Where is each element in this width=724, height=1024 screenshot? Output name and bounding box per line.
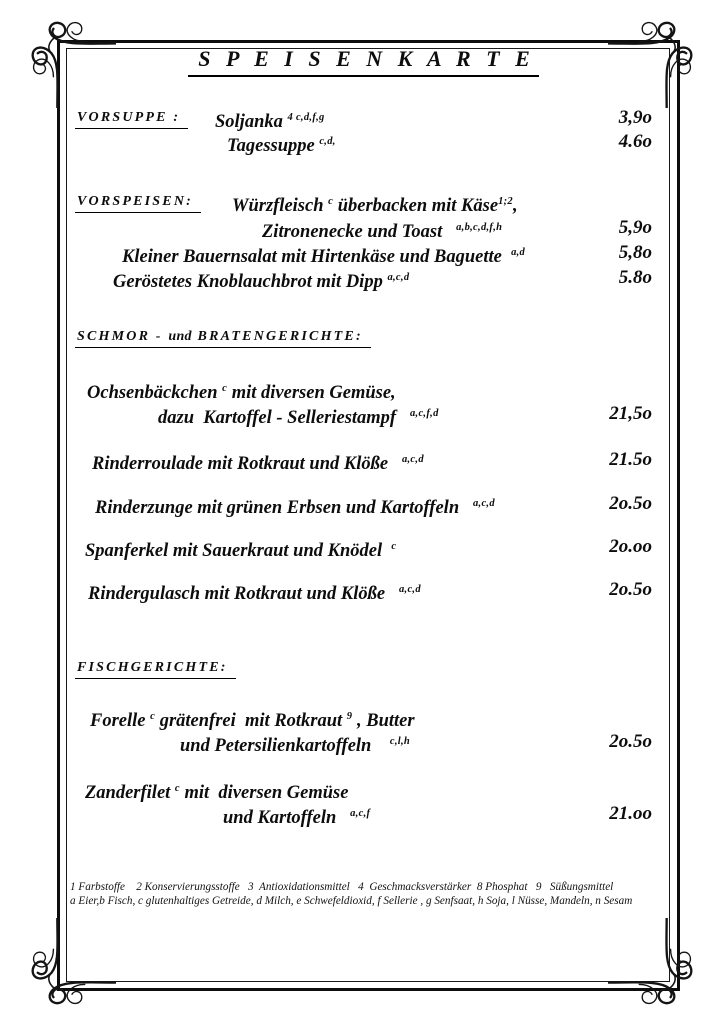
dish-rindergulasch: Rindergulasch mit Rotkraut und Klöße $^{a,c,d}$ — [88, 584, 421, 604]
menu-row-rindergulasch — [75, 578, 652, 604]
allergen-superscript: 4 c,d,f,g — [287, 112, 325, 123]
menu-row-wuerzfleisch-2 — [75, 216, 652, 242]
allergen-superscript: a,c,f — [350, 808, 371, 819]
allergen-superscript: a,c,d — [401, 454, 424, 465]
dish-bauernsalat: Kleiner Bauernsalat mit Hirtenkäse und Baguette $^{a,d}$ — [122, 247, 526, 267]
dish-zanderfilet: Zanderfilet $^c$ mit diversen Gemüse — [85, 783, 349, 803]
allergen-superscript: c — [174, 783, 180, 794]
allergen-superscript: c,l,h — [389, 736, 411, 747]
dish-soljanka: Soljanka $^{4 c,d,f,g}$ — [215, 112, 325, 132]
footnote-additives: 1 Farbstoffe 2 Konservierungsstoffe 3 Antioxidationsmittel 4 Geschmacksverstärker 8 Phosphat 9 Süßungsmittel — [70, 881, 614, 893]
section-header-fisch-row — [75, 656, 652, 682]
allergen-superscript: a,c,d — [387, 272, 410, 283]
section-header-braten-row — [75, 325, 652, 351]
price-zanderfilet: 21.oo — [609, 803, 652, 824]
title-row — [75, 46, 652, 80]
menu-row-spanferkel — [75, 535, 652, 561]
menu-row-ochsenbaeckchen-2 — [75, 402, 652, 428]
price-soljanka: 3,9o — [618, 107, 652, 128]
allergen-superscript: c,d, — [319, 136, 336, 147]
dish-zitronenecke: Zitronenecke und Toast $^{a,b,c,d,f,h}$ — [262, 222, 503, 242]
dish-tagessuppe: Tagessuppe $^{c,d,}$ — [227, 136, 336, 156]
allergen-superscript: a,d — [511, 247, 526, 258]
menu-content — [75, 0, 652, 1024]
menu-row-ochsenbaeckchen-1 — [75, 377, 652, 403]
price-wuerzfleisch: 5,9o — [618, 217, 652, 238]
dish-rinderroulade: Rinderroulade mit Rotkraut und Klöße $^{a,c,d}$ — [92, 454, 424, 474]
dish-knoblauchbrot: Geröstetes Knoblauchbrot mit Dipp $^{a,c,d}$ — [113, 272, 410, 292]
allergen-superscript: a,c,f,d — [409, 408, 439, 419]
dish-spanferkel: Spanferkel mit Sauerkraut und Knödel $^c$ — [85, 541, 397, 561]
price-knoblauchbrot: 5.8o — [618, 267, 652, 288]
allergen-superscript: a,b,c,d,f,h — [456, 222, 503, 233]
footnote-allergens: a Eier,b Fisch, c glutenhaltiges Getreide, d Milch, e Schwefeldioxid, f Sellerie , g Senfsaat, h Soja, l Nüsse, Mandeln, n Sesam — [70, 895, 633, 907]
price-tagessuppe: 4.6o — [618, 131, 652, 152]
menu-row-tagessuppe — [75, 130, 652, 156]
section-label-braten: SCHMOR - und BRATENGERICHTE: — [75, 329, 371, 348]
dish-ochsenbaeckchen: Ochsenbäckchen $^c$ mit diversen Gemüse, — [87, 383, 396, 403]
allergen-superscript: a,c,d — [398, 584, 421, 595]
price-rinderzunge: 2o.5o — [609, 493, 652, 514]
allergen-superscript: c — [222, 383, 228, 394]
allergen-superscript: c — [150, 711, 156, 722]
allergen-superscript: c — [328, 196, 334, 207]
price-forelle: 2o.5o — [609, 731, 652, 752]
dish-rinderzunge: Rinderzunge mit grünen Erbsen und Kartoffeln $^{a,c,d}$ — [95, 498, 495, 518]
additive-superscript: 9 — [346, 711, 353, 722]
menu-row-zanderfilet-1 — [75, 777, 652, 803]
menu-row-bauernsalat — [75, 241, 652, 267]
menu-row-soljanka — [75, 106, 652, 132]
dish-forelle: Forelle $^c$ grätenfrei mit Rotkraut $^9$ , Butter — [90, 711, 415, 731]
dish-selleriestampf: dazu Kartoffel - Selleriestampf $^{a,c,f,d}$ — [158, 408, 439, 428]
allergen-superscript: a,c,d — [473, 498, 495, 509]
menu-row-rinderroulade — [75, 448, 652, 474]
menu-row-forelle-1 — [75, 705, 652, 731]
menu-row-rinderzunge — [75, 492, 652, 518]
additive-superscript: 1;2 — [498, 196, 513, 207]
menu-row-knoblauchbrot — [75, 266, 652, 292]
price-ochsenbaeckchen: 21,5o — [609, 403, 652, 424]
section-label-vorspeisen: VORSPEISEN: — [75, 194, 201, 213]
section-label-vorsuppe: VORSUPPE : — [75, 110, 188, 129]
dish-zander-kartoffeln: und Kartoffeln $^{a,c,f}$ — [223, 808, 371, 828]
section-label-fisch: FISCHGERICHTE: — [75, 660, 236, 679]
menu-row-zanderfilet-2 — [75, 802, 652, 828]
dish-wuerzfleisch: Würzfleisch $^c$ überbacken mit Käse$^{1;2}$, — [232, 196, 518, 216]
menu-row-forelle-2 — [75, 730, 652, 756]
price-rindergulasch: 2o.5o — [609, 579, 652, 600]
price-rinderroulade: 21.5o — [609, 449, 652, 470]
menu-row-wuerzfleisch-1 — [75, 190, 652, 216]
allergen-superscript: c — [391, 541, 397, 552]
page-title: S P E I S E N K A R T E — [188, 46, 539, 77]
price-bauernsalat: 5,8o — [618, 242, 652, 263]
price-spanferkel: 2o.oo — [609, 536, 652, 557]
dish-petersilienkartoffeln: und Petersilienkartoffeln $^{c,l,h}$ — [180, 736, 411, 756]
